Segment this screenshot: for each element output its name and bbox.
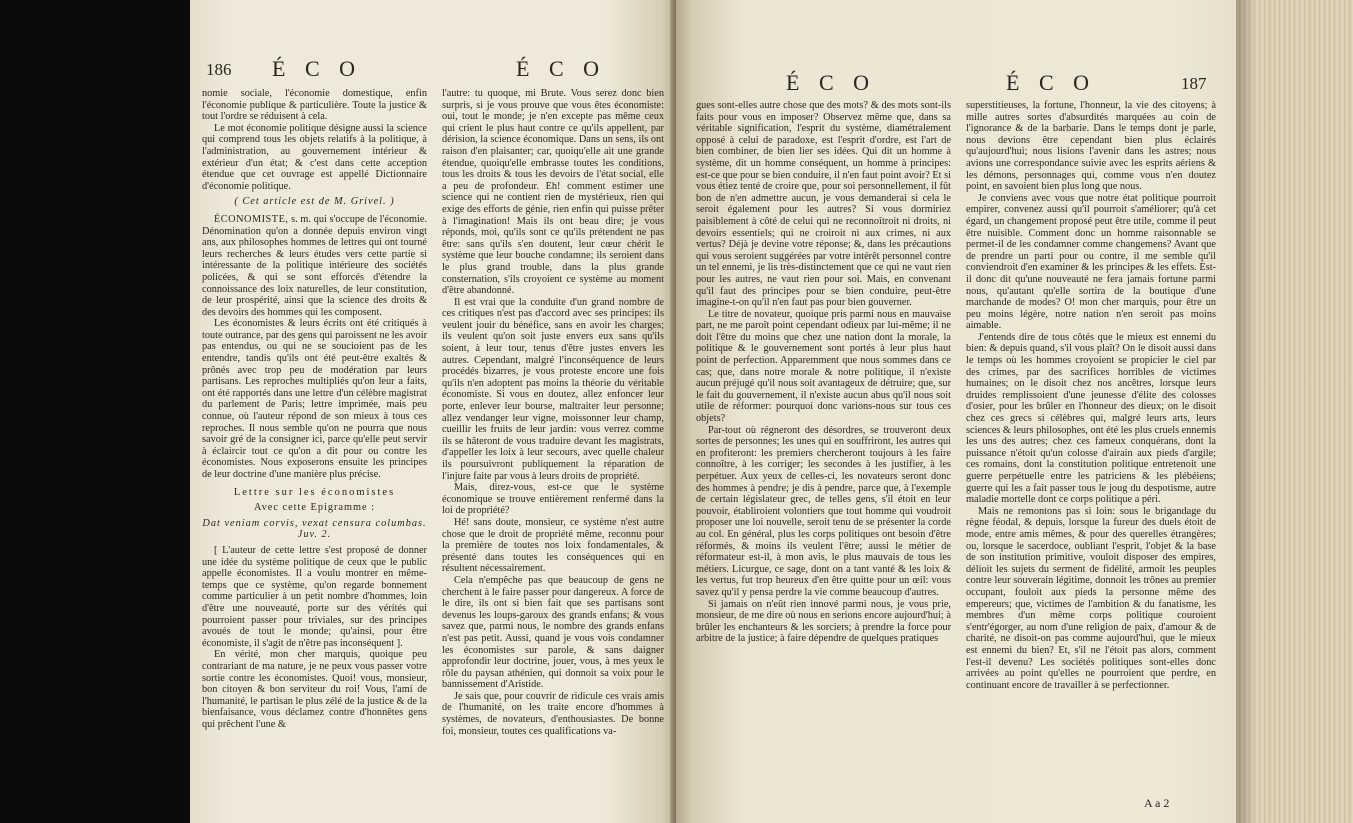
- paragraph: nomie sociale, l'économie domestique, enfin l'économie publique & particulière. Toute la justice & tout l'ordre se réduisent à cela.: [202, 88, 427, 123]
- paragraph: Je sais que, pour couvrir de ridicule ces vrais amis de l'humanité, on les traite encore d'hommes à systèmes, de novateurs, d'enthousiastes. De bonne foi, monsieur, toutes ces qualifications va-: [442, 690, 664, 737]
- left-column-2: [442, 88, 664, 806]
- article-credit: ( Cet article est de M. Grivel. ): [234, 196, 395, 208]
- paragraph: J'entends dire de tous côtés que le mieux est ennemi du bien: & depuis quand, s'il vous plaît? On le disoit aussi dans le temps où les hommes croyoient se propicier le ciel par des crimes, par des sacrifices horribles de victimes humaines; on le disoit chez nos ancêtres, lorsque leurs druides remplissoient d'une jeunesse d'élite des colosses d'osier, pour les brûler en l'honneur des dieux; on le disoit chez ces grecs si célèbres qui, malgré leurs arts, leurs sciences & leurs philosophes, ont été les plus cruels ennemis les uns des autres; chez ces fameux conquérans, dont la puissance n'étoit qu'un colosse d'airain aux pieds d'argile; ces romains, dont la constitution politique entretenoit une guerre perpétuelle entre les patriciens & les plébéiens; guerre qui les a fait passer tous le joug du despotisme, autre maladie mortelle dont ce corps politique a péri.: [966, 331, 1216, 506]
- paragraph: Je conviens avec vous que notre état politique pourroit empirer, convenez aussi qu'il pourroit s'améliorer; qu'à cet égard, un changement proposé peut être utile, comme il peut être nuisible. Comment donc un homme raisonnable se permet-il de les condamner comme changemens? Avant que de prendre un parti pour ou contre, il me semble qu'il conviendroit d'en examiner & les principes & les effets. Est-il donc dit qu'une nouveauté ne fera jamais fortune parmi nous, qu'autant qu'elle sortira de la boutique d'une marchande de modes? O! mon cher marquis, pour être un peu moins légère, notre nation n'en seroit pas moins aimable.: [966, 192, 1216, 332]
- left-page-header: [190, 56, 676, 82]
- entry-headword: ÉCONOMISTE,: [214, 213, 289, 225]
- paragraph: l'autre: tu quoque, mi Brute. Vous serez donc bien surpris, si je vous prouve que vous êtes économiste: oui, tout le monde; je n'en excepte pas même ceux qui crient le plus haut contre ce qu'ils appellent, par dérision, la science économique. Dans un sens, ils ont raison d'en plaisanter; car, quoiqu'elle ait une grande étendue, quoiqu'elle embrasse toutes les conditions, tous les droits & tous les devoirs de l'état social, elle a peu de profondeur. Eh! comment estimer une science qui ne contient rien de mystérieux, rien qui exige des efforts de génie, rien enfin qui puisse prêter à l'imagination! Mais ils ont beau dire; je vous réponds, moi, qu'ils sont ce qu'ils prétendent ne pas être: sans qu'ils s'en doutent, leur cœur chérit le système que leur bouche condamne; ils seroient dans le plus grand trouble, dans la plus grande consternation, s'ils croyoient ce système au moment d'être abandonné.: [442, 88, 664, 297]
- left-folio: 186: [206, 60, 232, 79]
- left-column-1: [202, 88, 427, 806]
- letter-title: Lettre sur les économistes: [233, 486, 396, 498]
- paragraph: Mais ne remontons pas si loin: sous le brigandage du règne féodal, & depuis, lorsque la fureur des duels étoit de mode, entre amis mêmes, & pour des querelles étrangères; ou, lorsque le sacerdoce, oubliant l'esprit, l'objet & la base de son institution primitive, vouloit disposer des empires, délioit les sujets du serment de fidélité, armoit les peuples contre leur souverain légitime, donnoit les trônes au premier occupant, fouloit aux pieds la personne même des empereurs; que, victimes de l'ambition & du fanatisme, les membres d'un même corps politique couroient s'entr'égorger, au nom d'une religion de paix, d'amour & de charité, ne disoit-on pas comme aujourd'hui, que le mieux est ennemi du bien? Et, s'il ne l'étoit pas alors, comment l'est-il devenu? Les sociétés politiques sont-elles donc arrivées au point qu'elles ne pourroient que perdre, en continuant encore de travailler à se perfectionner.: [966, 505, 1216, 691]
- paragraph: Par-tout où régneront des désordres, se trouveront deux sortes de personnes; les unes qui en souffriront, les autres qui en profiteront: les premiers chercheront toujours à les faire connoître, à les corriger; les secondes à les justifier, à les perpétuer. Aux yeux de celles-ci, les novateurs seront donc des hommes à pendre; je dis à pendre, parce que, à l'exemple de certain législateur grec, de telles gens, s'il étoit en leur pouvoir, établiroient volontiers que tout homme qui voudroit proposer une loi nouvelle, seroit tenu de se présenter la corde au col. En général, plus les corps politiques ont besoin d'être réformés, & moins ils veulent l'être; aussi le métier de réformateur est-il, à mon avis, le plus mauvais de tous les métiers. Licurgue, ce sage, dont on a tant vanté & les loix & les vertus, fut trop heureux d'en être quitte pour un œil: vous savez qu'il y pensa perdre la vie comme beaucoup d'autres.: [696, 424, 951, 598]
- entry-economiste: [202, 214, 427, 318]
- left-running-head-2: É C O: [516, 56, 606, 81]
- paragraph: Les économistes & leurs écrits ont été critiqués à toute outrance, par des gens qui paroissent ne les avoir pas entendus, ou qui ne se soucioient pas de les entendre, tandis qu'ils ont été peut-être exaltés & prônés avec trop peu de modération par leurs partisans. Les reproches multipliés qu'on leur a faits, ont été rapportés dans une lettre d'un célèbre magistrat du parlement de Paris; lettre imprimée, mais peu connue, où l'auteur répond de son mieux à tous ces reproches. Il nous semble qu'on ne pourra que nous savoir gré de la consigner ici, parce qu'elle peut servir à éclaircir tout ce qu'on a dit pour ou contre les économistes. Nous exposerons ensuite les principes de leur doctrine d'une manière plus précise.: [202, 318, 427, 480]
- right-running-head-1: É C O: [786, 70, 876, 95]
- right-column-2: [966, 100, 1216, 790]
- left-running-head-1: É C O: [272, 56, 362, 81]
- paragraph: Mais, direz-vous, est-ce que le système économique se trouve entièrement renfermé dans la loi de propriété?: [442, 482, 664, 517]
- left-page: [190, 0, 676, 823]
- paragraph: Il est vrai que la conduite d'un grand nombre de ces critiques n'est pas d'accord avec ses principes: ils veulent jouir du bénéfice, sans en avoir les charges; ils veulent qu'on soit juste envers eux sans qu'ils soient, à leur tour, tenus d'être justes envers les autres. Cependant, malgré l'inconséquence de leurs procédés bizarres, je vous proteste encore une fois qu'ils n'en adoptent pas moins la théorie du véritable économiste. Si vous en doutez, allez enfoncer leur porte, enlever leur bourse, maltraiter leur personne; allez vendanger leur vigne, moissonner leur champ, cueillir les fruits de leur jardin: vous verrez comme ils se hâteront de vous traduire devant les magistrats, d'appeller les loix à leur secours, avec quelle chaleur ils poursuivront publiquement la réparation de l'injure faite par vous à leurs droits de propriété.: [442, 296, 664, 482]
- paragraph: Le titre de novateur, quoique pris parmi nous en mauvaise part, ne me paroît point cependant odieux par lui-même; il ne doit l'être du moins que chez une nation dont la morale, la politique & le gouvernement sont portés à leur plus haut point de perfection. Apparemment que nous sommes dans ce cas; que, dans notre morale & notre politique, il n'existe aucun préjugé qu'il nous soit avantageux de détruire; que, sur le fait du gouvernement, il n'existe aucun abus qu'il nous soit utile de réformer: pourquoi donc varions-nous sur tous ces objets?: [696, 308, 951, 425]
- paragraph: En vérité, mon cher marquis, quoique peu contrariant de ma nature, je ne peux vous passer votre sortie contre les économistes. Quoi! vous, monsieur, bon citoyen & bon serviteur du roi! Vous, l'ami de l'humanité, le partisan le plus zélé de la justice & de la bienfaisance, vous déclamez contre d'honnêtes gens qui prêchent l'une &: [202, 649, 427, 730]
- right-folio: 187: [1181, 74, 1207, 93]
- signature-mark: A a 2: [1144, 796, 1170, 810]
- page-edges-shadow: [1236, 0, 1256, 823]
- epigram-intro: Avec cette Epigramme :: [253, 502, 375, 514]
- right-page-header: [676, 70, 1236, 96]
- right-page: [676, 0, 1236, 823]
- paragraph: superstitieuses, la fortune, l'honneur, la vie des citoyens; à mille autres sortes d'absurdités marquées au coin de l'ignorance & de la barbarie. Dans le temps dont je parle, nous devions être cependant bien plus éclairés qu'aujourd'hui; nous lisions l'avenir dans les astres; nous avions une correspondance suivie avec les esprits aériens & les démons, personnages qui, comme vous n'en doutez point, en savoient bien plus long que nous.: [966, 100, 1216, 193]
- right-running-head-2: É C O: [1006, 70, 1096, 95]
- paragraph: Hé! sans doute, monsieur, ce système n'est autre chose que le droit de propriété même, reconnu pour la première de toutes nos loix fondamentales, & présenté dans toutes les conséquences qui en résultent nécessairement.: [442, 516, 664, 575]
- epigram: Dat veniam corvis, vexat censura columbas. Juv. 2.: [202, 517, 427, 541]
- paragraph: Cela n'empêche pas que beaucoup de gens ne cherchent à le faire passer pour dangereux. A force de le dire, ils ont si bien fait que ses partisans sont devenus les loups-garoux des grands enfans; & vous savez que, parmi nous, le nombre des grands enfans n'est pas petit. Aussi, quand je vous vois condamner les économistes sur parole, & sans daigner approfondir leur doctrine, jouer, vous, à mes yeux le rôle du paysan athénien, qui donnoit sa voix pour le bannissement d'Aristide.: [442, 574, 664, 691]
- paragraph: [ L'auteur de cette lettre s'est proposé de donner une idée du système politique de ceux que le public appelle économistes. Il a voulu montrer en même-temps que ce système, qu'on regarde bonnement comme particulier à un petit nombre d'hommes, loin d'être une nouveauté, porte sur des vérités qui pourroient passer pour triviales, sur des principes avoués de tout le monde; qu'ainsi, pour être économiste, il s'agit de n'être pas inconséquent ].: [202, 544, 427, 649]
- paragraph: Si jamais on n'eût rien innové parmi nous, je vous prie, monsieur, de me dire où nous en serions encore aujourd'hui; à brûler les enchanteurs & les sorciers; à prendre la force pour arbitre de la justice; à faire dépendre de quelques pratiques: [696, 598, 951, 645]
- paragraph: Le mot économie politique désigne aussi la science qui comprend tous les objets relatifs à la politique, à l'administration, au gouvernement intérieur & extérieur d'un état; & c'est dans cette acception étendue que cet ouvrage est appellé Dictionnaire d'économie politique.: [202, 122, 427, 192]
- right-column-1: [696, 100, 951, 800]
- paragraph: gues sont-elles autre chose que des mots? & des mots sont-ils faits pour vous en imposer? Observez même que, dans sa véritable signification, l'esprit du système, diamétralement opposé à celui de paradoxe, est l'esprit d'ordre, est l'art de bien combiner, de bien lier ses idées. Qui dit un homme à système, dit un homme conséquent, un homme à principes: est-ce que pour se bien conduire, il n'en faut point avoir? Et si vous étiez tenté de croire que, pour soi personnellement, il fût bon de n'en admettre aucun, je vous demanderai si cela le seroit également pour les autres? Si vous dormiriez paisiblement à côté de celui qui ne reconnoîtroit ni droits, ni devoirs essentiels; qui ne croiroit ni aux crimes, ni aux vertus? Déjà je devine votre réponse; &, dans les précautions qui vous seroient suggérées par votre intérêt personnel contre un tel ennemi, je lis très-distinctement que ce qui ne vaut rien pour les autres, ne vaut rien pour soi. Mais, en convenant qu'il faut des principes pour se bien conduire, peut-être imagine-t-on qu'il n'en faut pas pour bien gouverner.: [696, 100, 951, 309]
- entry-definition: s. m. qui s'occupe de l'économie. Dénomination qu'on a donnée depuis environ vingt ans, aux philosophes hommes de lettres qui ont tourné leurs recherches & leurs études vers cette partie si intéressante de la politique intérieure des sociétés policées, & qui se sont efforcés d'étendre la connoissance des loix naturelles, de leur constitution, de leur prospérité, ainsi que la science des droits & des devoirs des hommes qui les composent.: [202, 213, 427, 318]
